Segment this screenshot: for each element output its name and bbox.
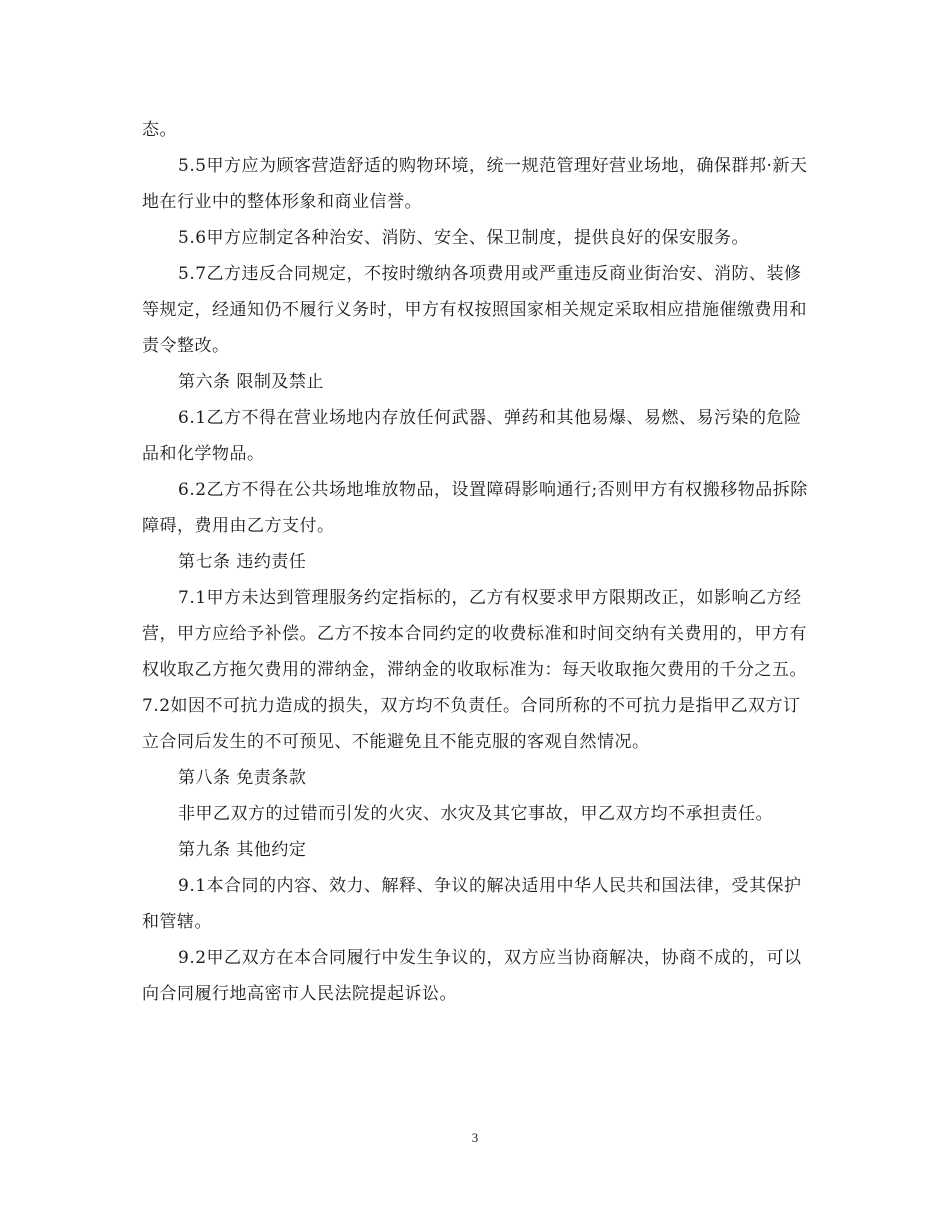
page-number: 3 xyxy=(471,1130,479,1145)
paragraph: 9.1本合同的内容、效力、解释、争议的解决适用中华人民共和国法律，受其保护和管辖。 xyxy=(142,876,802,932)
paragraph: 态。 xyxy=(142,120,177,140)
section-heading: 第九条 其他约定 xyxy=(178,840,307,860)
section-heading: 第八条 免责条款 xyxy=(178,768,307,788)
paragraph: 5.6甲方应制定各种治安、消防、安全、保卫制度，提供良好的保安服务。 xyxy=(178,228,750,248)
section-heading: 第七条 违约责任 xyxy=(178,552,307,572)
paragraph: 5.7乙方违反合同规定，不按时缴纳各项费用或严重违反商业街治安、消防、装修等规定，经通知仍不履行义务时，甲方有权按照国家相关规定采取相应措施催缴费用和责令整改。 xyxy=(142,264,807,356)
paragraph: 5.5甲方应为顾客营造舒适的购物环境，统一规范管理好营业场地，确保群邦·新天地在行业中的整体形象和商业信誉。 xyxy=(142,156,808,212)
paragraph: 6.1乙方不得在营业场地内存放任何武器、弹药和其他易爆、易燃、易污染的危险品和化学物品。 xyxy=(142,408,802,464)
paragraph: 9.2甲乙双方在本合同履行中发生争议的，双方应当协商解决，协商不成的，可以向合同履行地高密市人民法院提起诉讼。 xyxy=(142,948,802,1004)
paragraph: 非甲乙双方的过错而引发的火灾、水灾及其它事故，甲乙双方均不承担责任。 xyxy=(178,804,773,824)
paragraph: 6.2乙方不得在公共场地堆放物品，设置障碍影响通行;否则甲方有权搬移物品拆除障碍，费用由乙方支付。 xyxy=(142,480,808,536)
paragraph: 7.1甲方未达到管理服务约定指标的，乙方有权要求甲方限期改正，如影响乙方经营，甲方应给予补偿。乙方不按本合同约定的收费标准和时间交纳有关费用的，甲方有权收取乙方拖欠费用的滞纳金，滞纳金的收取标准为：每天收取拖欠费用的千分之五。 7.2如因不可抗力造成的损失，双方均不负责任。合同所称的不可抗力是指甲乙双方订立合同后发生的不可预见、不能避免且不能克服的客观自然情况。 xyxy=(142,588,807,752)
document-body xyxy=(142,112,810,1012)
section-heading: 第六条 限制及禁止 xyxy=(178,372,324,392)
